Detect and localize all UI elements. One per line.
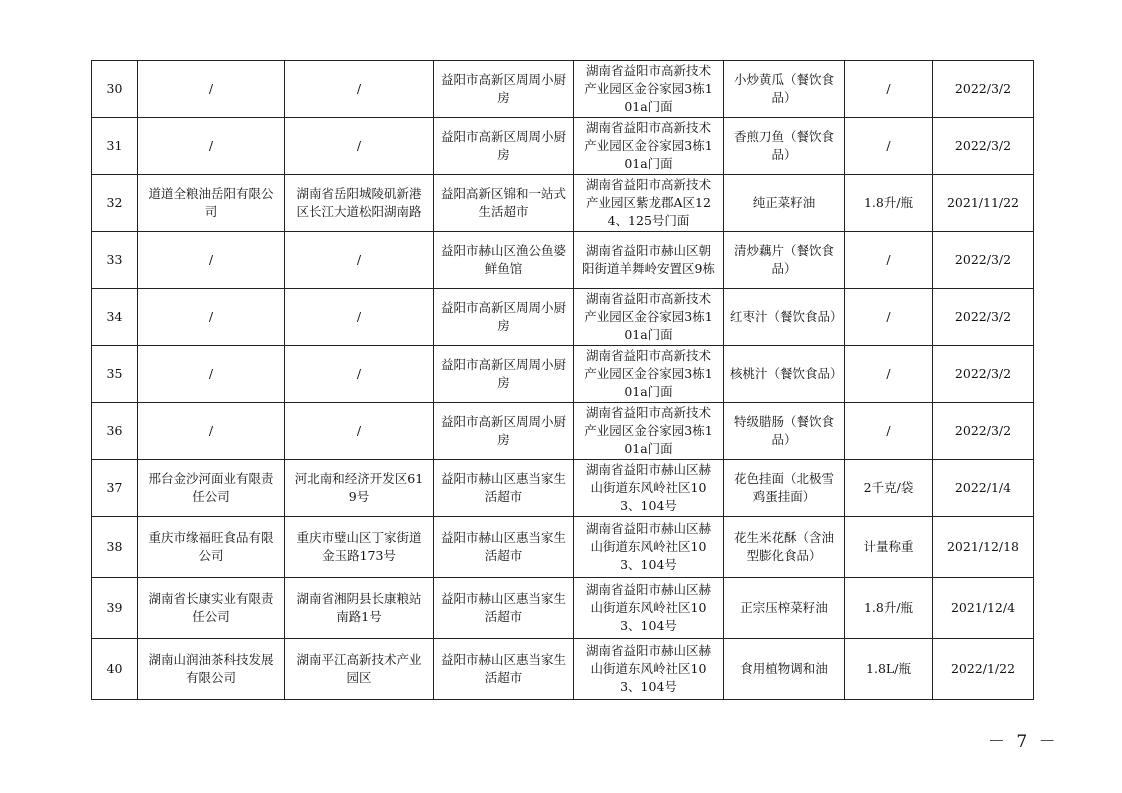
row-number: 37 (92, 460, 138, 517)
product-name: 花色挂面（北极雪鸡蛋挂面） (724, 460, 845, 517)
table-row (92, 639, 1034, 700)
seller-name: 益阳市赫山区惠当家生活超市 (434, 639, 574, 700)
production-date: 2021/12/4 (933, 578, 1034, 639)
production-date: 2022/3/2 (933, 289, 1034, 346)
manufacturer-address: 湖南省湘阴县长康粮站南路1号 (285, 578, 434, 639)
row-number: 35 (92, 346, 138, 403)
manufacturer-address: 重庆市璧山区丁家街道金玉路173号 (285, 517, 434, 578)
product-spec: / (845, 118, 933, 175)
row-number: 33 (92, 232, 138, 289)
seller-name: 益阳市赫山区惠当家生活超市 (434, 460, 574, 517)
seller-name: 益阳市赫山区惠当家生活超市 (434, 578, 574, 639)
product-name: 香煎刀鱼（餐饮食品） (724, 118, 845, 175)
table-row (92, 346, 1034, 403)
manufacturer-address: / (285, 289, 434, 346)
product-table (91, 60, 1034, 700)
seller-address: 湖南省益阳市赫山区赫山街道东风岭社区103、104号 (574, 639, 724, 700)
production-date: 2022/3/2 (933, 346, 1034, 403)
seller-address: 湖南省益阳市高新技术产业园区金谷家园3栋101a门面 (574, 289, 724, 346)
row-number: 36 (92, 403, 138, 460)
table-row (92, 232, 1034, 289)
row-number: 30 (92, 61, 138, 118)
table-row (92, 578, 1034, 639)
seller-name: 益阳市赫山区渔公鱼婆鲜鱼馆 (434, 232, 574, 289)
product-name: 清炒藕片（餐饮食品） (724, 232, 845, 289)
manufacturer-name: / (138, 289, 285, 346)
product-name: 红枣汁（餐饮食品） (724, 289, 845, 346)
production-date: 2021/12/18 (933, 517, 1034, 578)
manufacturer-address: / (285, 232, 434, 289)
seller-address: 湖南省益阳市赫山区赫山街道东风岭社区103、104号 (574, 460, 724, 517)
production-date: 2022/3/2 (933, 61, 1034, 118)
manufacturer-name: 道道全粮油岳阳有限公司 (138, 175, 285, 232)
production-date: 2022/3/2 (933, 403, 1034, 460)
seller-name: 益阳市高新区周周小厨房 (434, 346, 574, 403)
manufacturer-address: 河北南和经济开发区619号 (285, 460, 434, 517)
page-number: － 7 － (988, 732, 1059, 752)
product-name: 小炒黄瓜（餐饮食品） (724, 61, 845, 118)
production-date: 2021/11/22 (933, 175, 1034, 232)
manufacturer-name: / (138, 61, 285, 118)
product-spec: 1.8升/瓶 (845, 578, 933, 639)
table-row (92, 61, 1034, 118)
manufacturer-name: / (138, 232, 285, 289)
row-number: 34 (92, 289, 138, 346)
product-spec: 1.8升/瓶 (845, 175, 933, 232)
product-spec: 1.8L/瓶 (845, 639, 933, 700)
row-number: 40 (92, 639, 138, 700)
seller-address: 湖南省益阳市高新技术产业园区金谷家园3栋101a门面 (574, 346, 724, 403)
seller-name: 益阳高新区锦和一站式生活超市 (434, 175, 574, 232)
row-number: 32 (92, 175, 138, 232)
manufacturer-name: 邢台金沙河面业有限责任公司 (138, 460, 285, 517)
product-name: 纯正菜籽油 (724, 175, 845, 232)
seller-name: 益阳市赫山区惠当家生活超市 (434, 517, 574, 578)
table-row (92, 118, 1034, 175)
product-name: 食用植物调和油 (724, 639, 845, 700)
product-spec: / (845, 346, 933, 403)
manufacturer-address: / (285, 346, 434, 403)
seller-name: 益阳市高新区周周小厨房 (434, 118, 574, 175)
table-row (92, 403, 1034, 460)
production-date: 2022/3/2 (933, 118, 1034, 175)
product-spec: 2千克/袋 (845, 460, 933, 517)
manufacturer-address: 湖南省岳阳城陵矶新港区长江大道松阳湖南路 (285, 175, 434, 232)
production-date: 2022/3/2 (933, 232, 1034, 289)
manufacturer-address: 湖南平江高新技术产业园区 (285, 639, 434, 700)
table-row (92, 289, 1034, 346)
seller-name: 益阳市高新区周周小厨房 (434, 403, 574, 460)
production-date: 2022/1/4 (933, 460, 1034, 517)
manufacturer-name: 重庆市缘福旺食品有限公司 (138, 517, 285, 578)
manufacturer-address: / (285, 61, 434, 118)
product-name: 花生米花酥（含油型膨化食品） (724, 517, 845, 578)
product-spec: / (845, 61, 933, 118)
seller-address: 湖南省益阳市赫山区朝阳街道羊舞岭安置区9栋 (574, 232, 724, 289)
row-number: 39 (92, 578, 138, 639)
manufacturer-address: / (285, 403, 434, 460)
row-number: 31 (92, 118, 138, 175)
manufacturer-name: / (138, 403, 285, 460)
seller-address: 湖南省益阳市高新技术产业园区紫龙郡A区124、125号门面 (574, 175, 724, 232)
table-row (92, 175, 1034, 232)
manufacturer-name: / (138, 346, 285, 403)
manufacturer-name: / (138, 118, 285, 175)
manufacturer-name: 湖南省长康实业有限责任公司 (138, 578, 285, 639)
manufacturer-name: 湖南山润油茶科技发展有限公司 (138, 639, 285, 700)
seller-address: 湖南省益阳市高新技术产业园区金谷家园3栋101a门面 (574, 118, 724, 175)
manufacturer-address: / (285, 118, 434, 175)
seller-name: 益阳市高新区周周小厨房 (434, 289, 574, 346)
product-spec: / (845, 232, 933, 289)
table-row (92, 517, 1034, 578)
product-spec: / (845, 403, 933, 460)
seller-name: 益阳市高新区周周小厨房 (434, 61, 574, 118)
product-spec: / (845, 289, 933, 346)
product-name: 核桃汁（餐饮食品） (724, 346, 845, 403)
seller-address: 湖南省益阳市高新技术产业园区金谷家园3栋101a门面 (574, 61, 724, 118)
product-spec: 计量称重 (845, 517, 933, 578)
seller-address: 湖南省益阳市赫山区赫山街道东风岭社区103、104号 (574, 517, 724, 578)
product-name: 特级腊肠（餐饮食品） (724, 403, 845, 460)
seller-address: 湖南省益阳市赫山区赫山街道东风岭社区103、104号 (574, 578, 724, 639)
table-row (92, 460, 1034, 517)
product-name: 正宗压榨菜籽油 (724, 578, 845, 639)
seller-address: 湖南省益阳市高新技术产业园区金谷家园3栋101a门面 (574, 403, 724, 460)
production-date: 2022/1/22 (933, 639, 1034, 700)
row-number: 38 (92, 517, 138, 578)
